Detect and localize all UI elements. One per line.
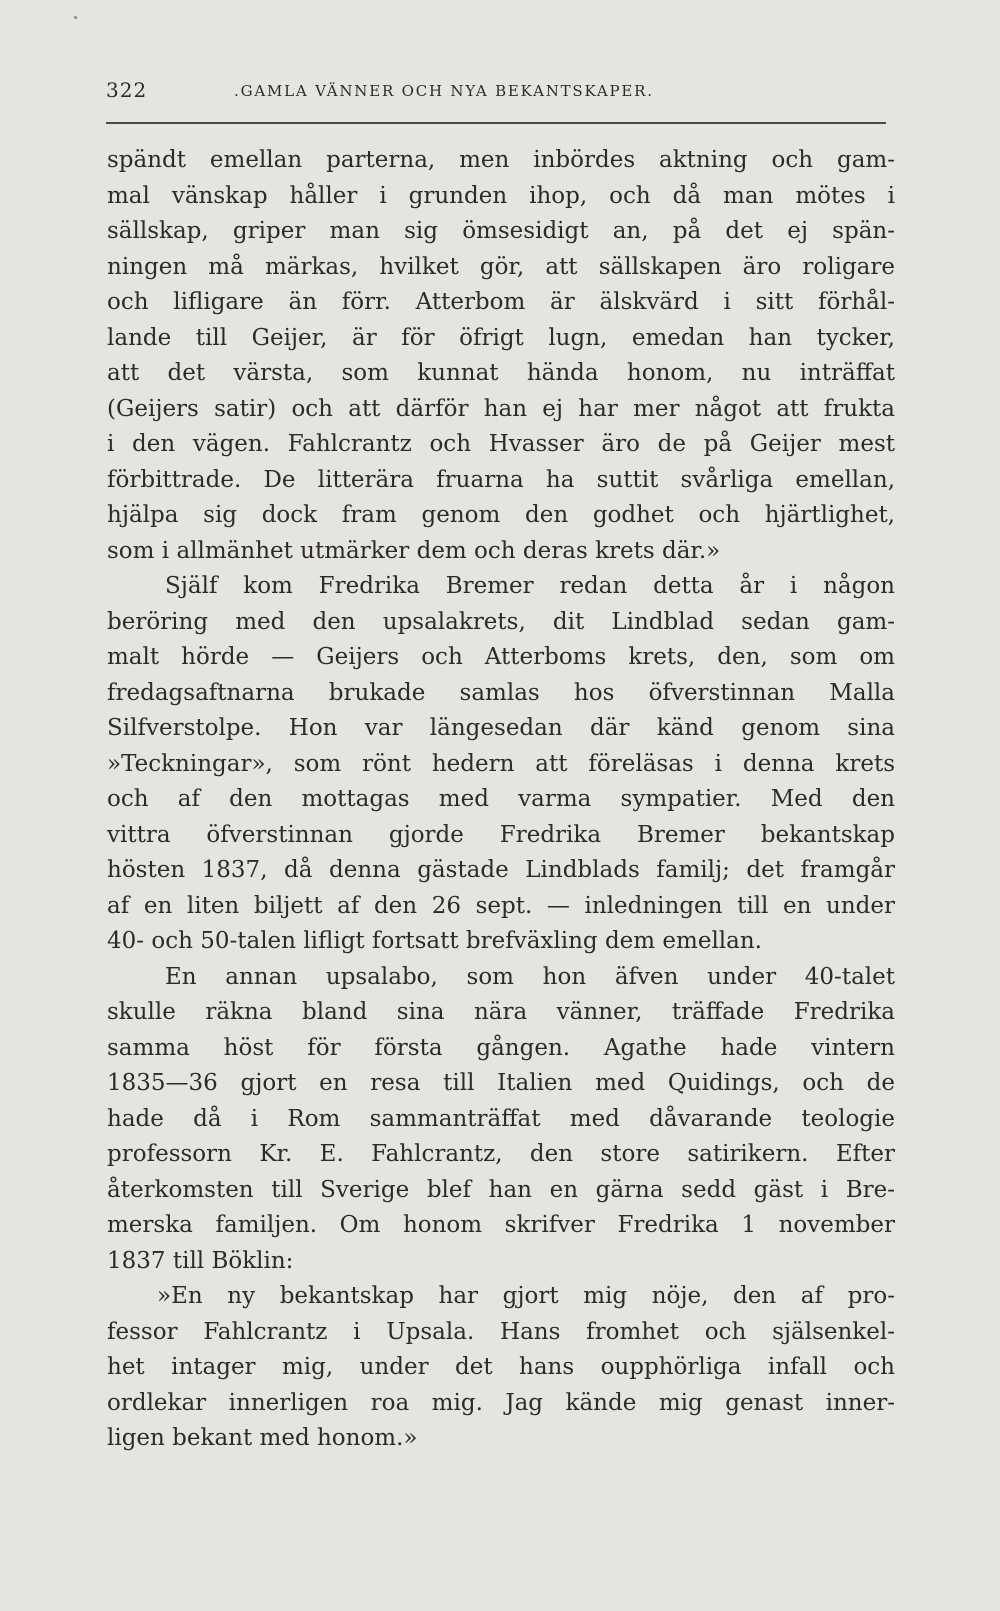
text-line: ningen må märkas, hvilket gör, att sällskapen äro roligare <box>107 253 895 280</box>
text-line: och lifligare än förr. Atterbom är älskvärd i sitt förhål- <box>107 289 895 315</box>
text-line: samma höst för första gången. Agathe hade vintern <box>107 1034 895 1061</box>
text-line: skulle räkna bland sina nära vänner, träffade Fredrika <box>107 999 895 1025</box>
body-text <box>107 143 895 1457</box>
text-line: att det värsta, som kunnat hända honom, nu inträffat <box>107 360 895 386</box>
paragraph-end-line: 1837 till Böklin: <box>107 1247 294 1274</box>
text-line: (Geijers satir) och att därför han ej har mer något att frukta <box>107 395 895 422</box>
text-line: merska familjen. Om honom skrifver Fredrika 1 november <box>107 1212 895 1238</box>
text-line: hösten 1837, då denna gästade Lindblads familj; det framgår <box>107 857 895 883</box>
text-line: »Teckningar», som rönt hedern att föreläsas i denna krets <box>107 750 895 777</box>
paragraph-first-line: Själf kom Fredrika Bremer redan detta år i någon <box>165 573 895 599</box>
quote-line: ordlekar innerligen roa mig. Jag kände mig genast inner- <box>107 1389 895 1416</box>
text-line: och af den mottagas med varma sympatier. Med den <box>107 786 895 812</box>
quote-first-line: »En ny bekantskap har gjort mig nöje, den af pro- <box>157 1283 895 1309</box>
text-line: fredagsaftnarna brukade samlas hos öfverstinnan Malla <box>107 679 895 706</box>
paragraph-end-line: som i allmänhet utmärker dem och deras krets där.» <box>107 537 721 564</box>
text-line: Silfverstolpe. Hon var längesedan där känd genom sina <box>107 715 895 741</box>
page-number: 322 <box>106 78 148 102</box>
text-line: hade då i Rom sammanträffat med dåvarande teologie <box>107 1105 895 1132</box>
text-line: lande till Geijer, är för öfrigt lugn, emedan han tycker, <box>107 324 895 351</box>
quote-line: fessor Fahlcrantz i Upsala. Hans fromhet och själsenkel- <box>107 1318 895 1345</box>
text-line: spändt emellan parterna, men inbördes aktning och gam- <box>107 147 895 173</box>
page-header <box>106 78 886 108</box>
text-line: af en liten biljett af den 26 sept. — inledningen till en under <box>107 892 895 919</box>
text-line: malt hörde — Geijers och Atterboms krets, den, som om <box>107 644 895 670</box>
quote-end-line: ligen bekant med honom.» <box>107 1425 418 1451</box>
text-line: återkomsten till Sverige blef han en gärna sedd gäst i Bre- <box>107 1176 895 1203</box>
running-title: .GAMLA VÄNNER OCH NYA BEKANTSKAPER. <box>234 82 654 100</box>
quote-line: het intager mig, under det hans oupphörliga infall och <box>107 1354 895 1380</box>
text-line: förbittrade. De litterära fruarna ha suttit svårliga emellan, <box>107 466 895 493</box>
text-line: 1835—36 gjort en resa till Italien med Quidings, och de <box>107 1070 895 1096</box>
text-line: hjälpa sig dock fram genom den godhet och hjärtlighet, <box>107 502 895 528</box>
paragraph-first-line: En annan upsalabo, som hon äfven under 40-talet <box>165 963 895 990</box>
paragraph-end-line: 40- och 50-talen lifligt fortsatt brefväxling dem emellan. <box>107 928 762 954</box>
paper-speck <box>74 16 77 19</box>
text-line: professorn Kr. E. Fahlcrantz, den store satirikern. Efter <box>107 1141 895 1167</box>
text-line: beröring med den upsalakrets, dit Lindblad sedan gam- <box>107 608 895 635</box>
text-line: mal vänskap håller i grunden ihop, och då man mötes i <box>107 182 895 209</box>
header-rule <box>106 122 886 124</box>
text-line: i den vägen. Fahlcrantz och Hvasser äro de på Geijer mest <box>107 431 895 457</box>
text-line: vittra öfverstinnan gjorde Fredrika Bremer bekantskap <box>107 821 895 848</box>
text-line: sällskap, griper man sig ömsesidigt an, på det ej spän- <box>107 218 895 244</box>
